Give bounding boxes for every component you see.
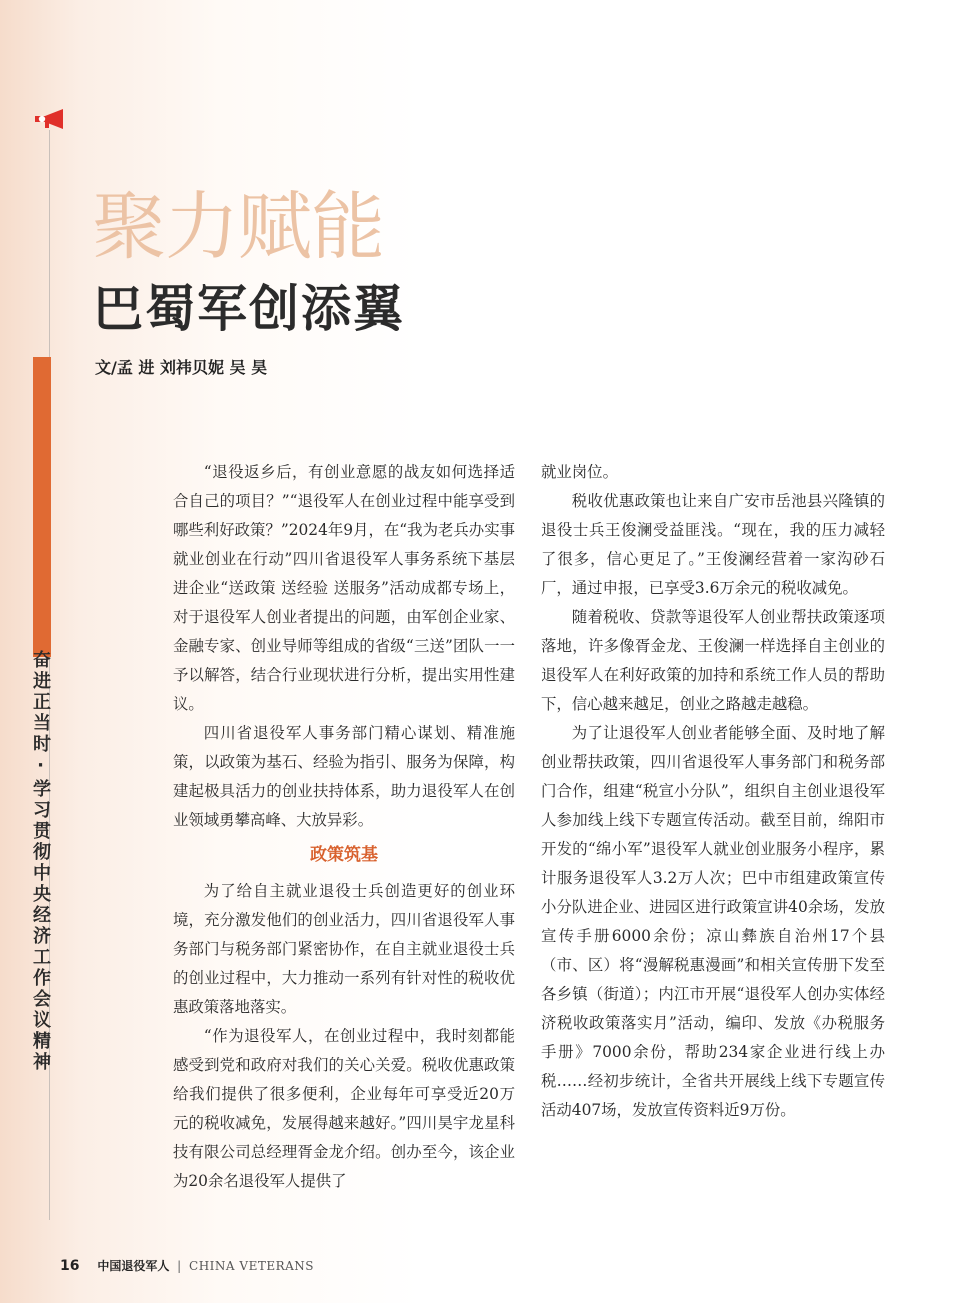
paragraph: “退役返乡后，有创业意愿的战友如何选择适合自己的项目？”“退役军人在创业过程中能享受到哪些利好政策？”2024年9月，在“我为老兵办实事 就业创业在行动”四川省退役军人事务系统下基层进企业“送政策 送经验 送服务”活动成都专场上，对于退役军人创业者提出的问题，由军创企业家、金融专家、创业导师等组成的省级“三送”团队一一予以解答，结合行业现状进行分析，提出实用性建议。 xyxy=(173,463,515,713)
paragraph: 随着税收、贷款等退役军人创业帮扶政策逐项落地，许多像胥金龙、王俊澜一样选择自主创业的退役军人在利好政策的加持和系统工作人员的帮助下，信心越来越足，创业之路越走越稳。 xyxy=(541,608,885,713)
paragraph: 为了让退役军人创业者能够全面、及时地了解创业帮扶政策，四川省退役军人事务部门和税务部门合作，组建“税宣小分队”，组织自主创业退役军人参加线上线下专题宣传活动。截至目前，绵阳市开发的“绵小军”退役军人就业创业服务小程序，累计服务退役军人3.2万人次；巴中市组建政策宣传小分队进企业、进园区进行政策宣讲40余场，发放宣传手册6000余份；凉山彝族自治州17个县（市、区）将“漫解税惠漫画”和相关宣传册下发至各乡镇（街道）；内江市开展“退役军人创办实体经济税收政策落实月”活动，编印、发放《办税服务手册》7000余份，帮助234家企业进行线上办税……经初步统计，全省共开展线上线下专题宣传活动407场，发放宣传资料近9万份。 xyxy=(541,724,885,1119)
magazine-name: 中国退役军人 xyxy=(97,1259,170,1273)
page-footer xyxy=(60,1257,314,1275)
paragraph: “作为退役军人，在创业过程中，我时刻都能感受到党和政府对我们的关心关爱。税收优惠政策给我们提供了很多便利，企业每年可享受近20万元的税收减免，发展得越来越好。”四川昊宇龙星科技有限公司总经理胥金龙介绍。创办至今，该企业为20余名退役军人提供了 xyxy=(173,1027,515,1190)
page-number: 16 xyxy=(60,1258,80,1274)
right-column xyxy=(541,458,885,1125)
magazine-english-name: CHINA VETERANS xyxy=(189,1259,315,1273)
paragraph: 税收优惠政策也让来自广安市岳池县兴隆镇的退役士兵王俊澜受益匪浅。“现在，我的压力减轻了很多，信心更足了。”王俊澜经营着一家沟砂石厂，通过申报，已享受3.6万余元的税收减免。 xyxy=(541,492,885,597)
paragraph: 四川省退役军人事务部门精心谋划、精准施策，以政策为基石、经验为指引、服务为保障，构建起极具活力的创业扶持体系，助力退役军人在创业领域勇攀高峰、大放异彩。 xyxy=(173,724,515,829)
section-heading: 政策筑基 xyxy=(310,845,378,865)
article-title-sub: 巴蜀军创添翼 xyxy=(93,280,405,338)
paragraph: 为了给自主就业退役士兵创造更好的创业环境，充分激发他们的创业活力，四川省退役军人事务部门与税务部门紧密协作，在自主就业退役士兵的创业过程中，大力推动一系列有针对性的税收优惠政策落地落实。 xyxy=(173,882,515,1016)
byline: 文/孟 进 刘祎贝妮 吴 昊 xyxy=(95,358,268,377)
paragraph: 就业岗位。 xyxy=(541,463,618,481)
megaphone-icon xyxy=(33,108,67,130)
section-side-title: 奋进正当时·学习贯彻中央经济工作会议精神 xyxy=(30,650,51,1073)
article-title-main: 聚力赋能 xyxy=(92,184,384,270)
accent-bar xyxy=(33,357,51,657)
footer-separator: | xyxy=(177,1259,182,1273)
left-column xyxy=(173,458,515,1196)
